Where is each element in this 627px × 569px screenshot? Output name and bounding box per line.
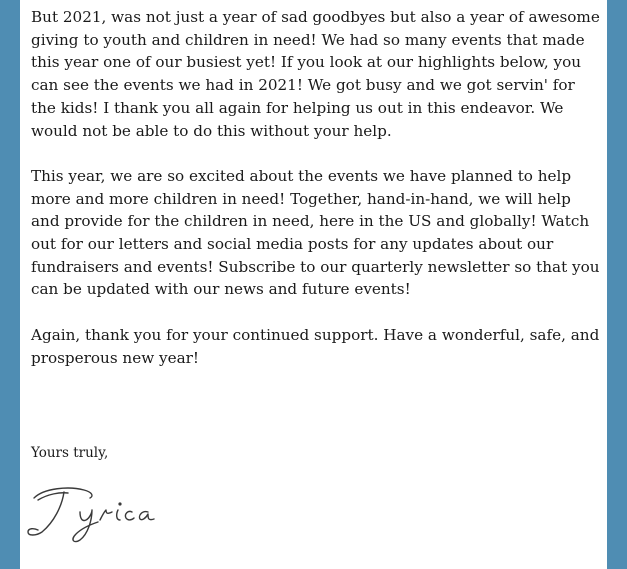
paragraph-plans-this-year: This year, we are so excited about the events we have planned to help more and more children in need! Together, hand-in-hand, we will help and provide for the children in need, here in the US and globally! Watch out for our letters and social media posts for any updates about our fundraisers and events! Subscribe to our quarterly newsletter so that you can be updated with our news and future events! bbox=[31, 166, 600, 299]
letter-page bbox=[20, 0, 607, 569]
letter-body bbox=[31, 6, 603, 369]
signature-image bbox=[24, 478, 174, 548]
paragraph-highlights-2021: But 2021, was not just a year of sad goodbyes but also a year of awesome giving to youth and children in need! We had so many events that made this year one of our busiest yet! If you look at our highlights below, you can see the events we had in 2021! We got busy and we got servin' for the kids! I thank you all again for helping us out in this endeavor. We would not be able to do this without your help. bbox=[31, 8, 600, 140]
closing-line: Yours truly, bbox=[31, 445, 109, 461]
paragraph-thank-you: Again, thank you for your continued support. Have a wonderful, safe, and prosperous new year! bbox=[31, 325, 600, 367]
signature-tyrica bbox=[24, 478, 174, 548]
